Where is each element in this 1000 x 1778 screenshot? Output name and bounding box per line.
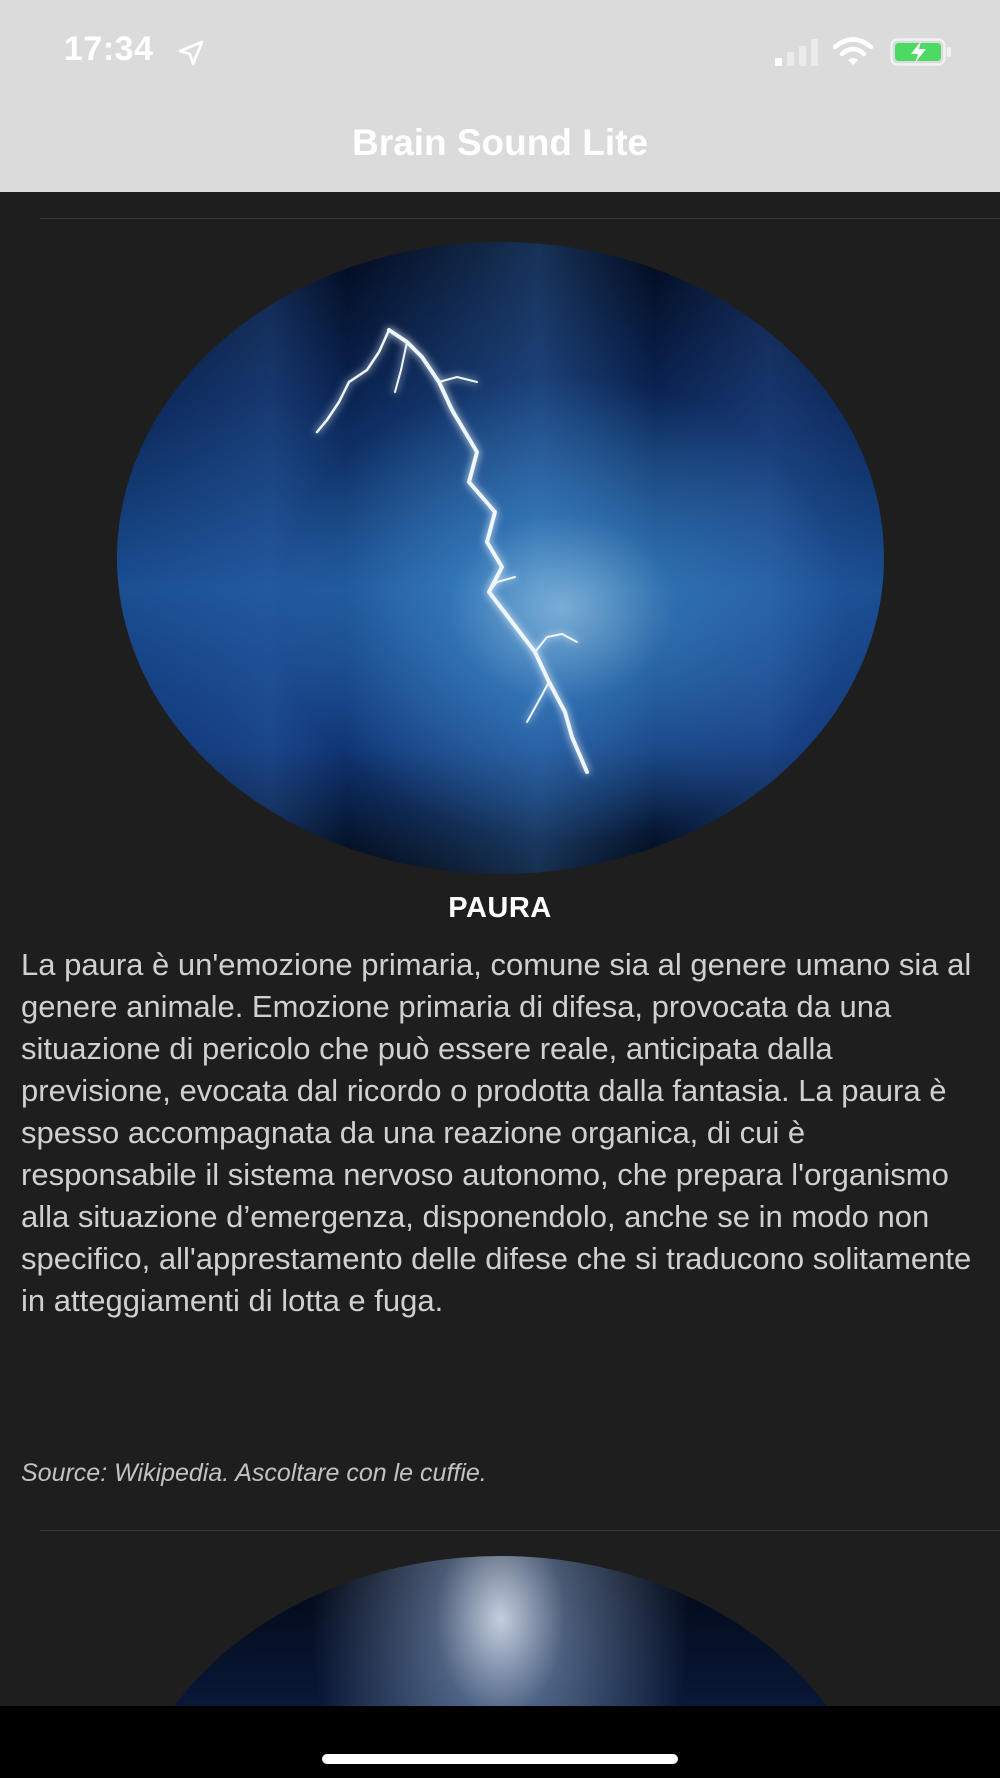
list-divider (40, 1530, 1000, 1531)
location-arrow-icon (178, 40, 204, 66)
wifi-icon (832, 36, 874, 66)
status-bar (0, 0, 1000, 100)
list-divider (40, 218, 1000, 219)
sound-title: PAURA (448, 892, 552, 924)
sound-list[interactable] (0, 192, 1000, 1706)
nav-title: Brain Sound Lite (352, 122, 648, 163)
battery-charging-icon (890, 38, 952, 66)
light-burst-orb-image[interactable] (117, 1556, 884, 1706)
cellular-signal-icon (775, 38, 821, 66)
sound-description: La paura è un'emozione primaria, comune sia al genere umano sia al genere animale. Emozione primaria di difesa, provocata da una situazione di pericolo che può essere reale, anticipata dalla previsione, evocata dal ricordo o prodotta dalla fantasia. La paura è spesso accompagnata da una reazione organica, di cui è responsabile il sistema nervoso autonomo, che prepara l'organismo alla situazione d’emergenza, disponendolo, anche se in modo non specifico, all'apprestamento delle difese che si traducono solitamente in atteggiamenti di lotta e fuga. (21, 947, 972, 1318)
home-indicator-area (0, 1706, 1000, 1778)
status-time: 17:34 (64, 30, 154, 68)
lightning-bolt-graphic (117, 242, 884, 874)
navigation-bar (0, 100, 1000, 192)
source-note: Source: Wikipedia. Ascoltare con le cuffie. (21, 1459, 487, 1487)
home-indicator[interactable] (322, 1754, 678, 1764)
lightning-orb-image[interactable] (117, 242, 884, 874)
